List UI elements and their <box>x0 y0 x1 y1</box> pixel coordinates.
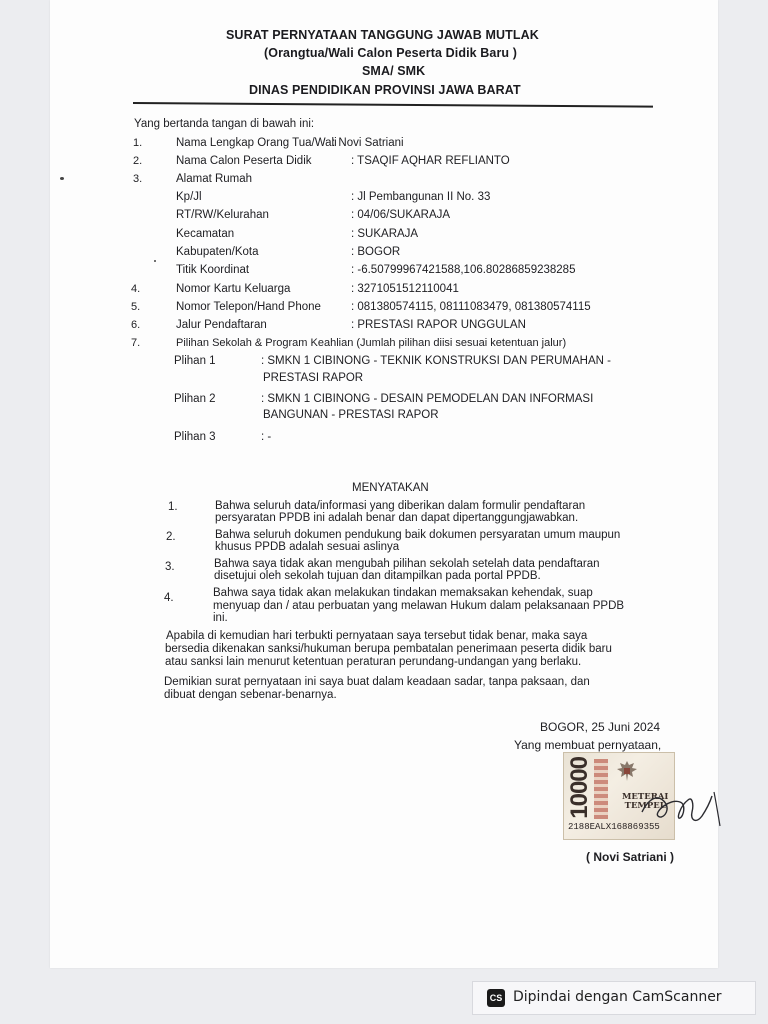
declaration-item-4-cont: menyuap dan / atau perbuatan yang melawan Hukum dalam pelaksanaan PPDB <box>213 600 625 612</box>
declaration-item-number: 2. <box>166 531 176 543</box>
declaration-item-2: Bahwa seluruh dokumen pendukung baik dokumen persyaratan umum maupun <box>215 529 621 541</box>
field-number: 2. <box>133 155 143 167</box>
family-card-value: : 3271051512110041 <box>351 283 459 295</box>
doc-school-type: SMA/ SMK <box>362 64 426 78</box>
rtrw-label: RT/RW/Kelurahan <box>176 209 269 221</box>
student-name-value: : TSAQIF AQHAR REFLIANTO <box>351 155 510 167</box>
regency-label: Kabupaten/Kota <box>176 246 259 258</box>
declaration-item-1: Bahwa seluruh data/informasi yang diberikan dalam formulir pendaftaran <box>215 500 586 512</box>
place-date: BOGOR, 25 Juni 2024 <box>540 720 661 734</box>
choice-1-value-cont: PRESTASI RAPOR <box>263 372 364 384</box>
declaration-item-3: Bahwa saya tidak akan mengubah pilihan sekolah setelah data pendaftaran <box>214 558 600 570</box>
closing-paragraph-cont: dibuat dengan sebenar-benarnya. <box>164 689 337 701</box>
scan-speck <box>154 260 156 262</box>
coordinates-label: Titik Koordinat <box>176 264 250 276</box>
camscanner-text: Dipindai dengan CamScanner <box>513 989 722 1005</box>
declaration-item-4-cont: ini. <box>213 612 228 624</box>
choice-2-value-cont: BANGUNAN - PRESTASI RAPOR <box>263 409 439 421</box>
doc-subtitle: (Orangtua/Wali Calon Peserta Didik Baru ) <box>264 46 517 60</box>
choice-3-value: : - <box>261 431 272 443</box>
declaration-item-number: 3. <box>165 561 175 573</box>
scan-speck <box>60 177 64 180</box>
family-card-label: Nomor Kartu Keluarga <box>176 283 291 295</box>
garuda-emblem-icon <box>616 759 638 785</box>
choice-1-label: Plihan 1 <box>174 355 216 367</box>
doc-title: SURAT PERNYATAAN TANGGUNG JAWAB MUTLAK <box>226 28 539 42</box>
coordinates-value: : -6.50799967421588,106.80286859238285 <box>351 264 576 276</box>
district-label: Kecamatan <box>176 228 235 240</box>
stamp-label-line1: METERAI <box>622 792 669 802</box>
parent-name-label: Nama Lengkap Orang Tua/Wali <box>176 137 337 149</box>
registration-path-label: Jalur Pendaftaran <box>176 319 267 331</box>
choice-1-value: : SMKN 1 CIBINONG - TEKNIK KONSTRUKSI DAN PERUMAHAN - <box>261 355 611 367</box>
sanction-paragraph: Apabila di kemudian hari terbukti pernyataan saya tersebut tidak benar, maka saya <box>166 630 588 642</box>
field-number: 4. <box>131 283 141 295</box>
field-number: 5. <box>131 301 141 313</box>
declaration-title: MENYATAKAN <box>352 482 429 494</box>
phone-label: Nomor Telepon/Hand Phone <box>176 301 321 313</box>
sanction-paragraph-cont: atau sanksi lain menurut ketentuan peraturan perundang-undangan yang berlaku. <box>165 656 582 668</box>
field-number: 3. <box>133 173 143 185</box>
field-number: 7. <box>131 337 141 349</box>
student-name-label: Nama Calon Peserta Didik <box>176 155 312 167</box>
district-value: : SUKARAJA <box>351 228 419 240</box>
parent-name-value: : Novi Satriani <box>332 137 404 149</box>
camscanner-banner <box>472 981 756 1015</box>
stamp-value: 10000 <box>566 757 593 819</box>
declaration-item-3-cont: disetujui oleh sekolah tujuan dan ditampilkan pada portal PPDB. <box>214 570 541 582</box>
declaration-item-1-cont: persyaratan PPDB ini adalah benar dan dapat dipertanggungjawabkan. <box>215 512 579 524</box>
handwritten-signature-icon <box>640 786 730 836</box>
doc-agency: DINAS PENDIDIKAN PROVINSI JAWA BARAT <box>249 83 521 97</box>
camscanner-logo-icon: CS <box>487 989 505 1007</box>
stamp-serial: 2188EALX168869355 <box>568 822 660 832</box>
rtrw-value: : 04/06/SUKARAJA <box>351 209 451 221</box>
field-number: 6. <box>131 319 141 331</box>
signature-caption: Yang membuat pernyataan, <box>514 738 662 752</box>
choice-2-label: Plihan 2 <box>174 393 216 405</box>
intro-text: Yang bertanda tangan di bawah ini: <box>134 118 315 130</box>
declaration-item-number: 1. <box>168 501 178 513</box>
stamp-security-stripe <box>594 759 608 819</box>
sanction-paragraph-cont: bersedia dikenakan sanksi/hukuman berupa pembatalan penerimaan peserta didik baru <box>165 643 612 655</box>
choice-2-value: : SMKN 1 CIBINONG - DESAIN PEMODELAN DAN INFORMASI <box>261 393 594 405</box>
choice-3-label: Plihan 3 <box>174 431 216 443</box>
street-label: Kp/Jl <box>176 191 202 203</box>
street-value: : Jl Pembangunan II No. 33 <box>351 191 491 203</box>
signer-name: ( Novi Satriani ) <box>586 850 675 864</box>
phone-value: : 081380574115, 08111083479, 081380574115 <box>351 301 591 313</box>
declaration-item-4: Bahwa saya tidak akan melakukan tindakan memaksakan kehendak, suap <box>213 587 593 599</box>
field-number: 1. <box>133 137 143 149</box>
closing-paragraph: Demikian surat pernyataan ini saya buat dalam keadaan sadar, tanpa paksaan, dan <box>164 676 590 688</box>
school-choice-label: Pilihan Sekolah & Program Keahlian (Jumlah pilihan diisi sesuai ketentuan jalur) <box>176 337 567 349</box>
registration-path-value: : PRESTASI RAPOR UNGGULAN <box>351 319 526 331</box>
stamp-label-line2: TEMPEL <box>624 801 666 811</box>
declaration-item-2-cont: khusus PPDB adalah sesuai aslinya <box>215 541 400 553</box>
address-label: Alamat Rumah <box>176 173 253 185</box>
declaration-item-number: 4. <box>164 592 174 604</box>
regency-value: : BOGOR <box>351 246 401 258</box>
